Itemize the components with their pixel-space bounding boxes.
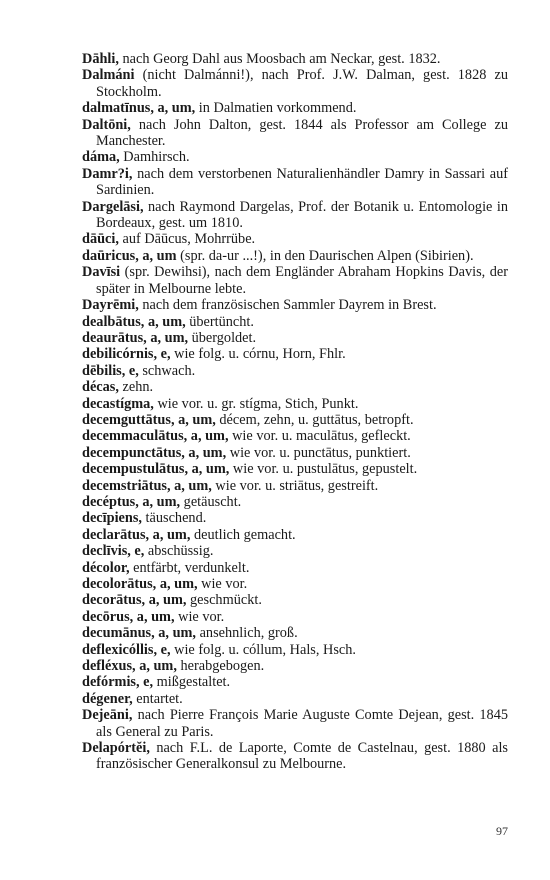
entry-headword: decumānus, a, um, [82,625,196,642]
entry-definition: zehn. [118,379,154,396]
entry-headword: debilicórnis, e, [82,346,171,363]
entry-definition: nach Pierre François Marie Auguste Comte Dejean, gest. 1845 als General zu Paris. [96,707,508,740]
dictionary-entry [82,100,508,116]
entry-headword: Delapórtĕi, [82,740,150,757]
dictionary-entry [82,445,508,461]
entry-definition: auf Dāūcus, Mohrrübe. [118,231,256,248]
entry-headword: declarātus, a, um, [82,526,191,543]
entry-definition: wie vor. [197,576,248,592]
entry-definition: entfärbt, verdunkelt. [129,559,250,576]
entry-headword: Damr?i, [82,165,133,182]
dictionary-entry [82,264,508,297]
dictionary-entry [82,625,508,641]
dictionary-entry [82,560,508,576]
entry-definition: wie vor. u. striātus, gestreift. [211,477,379,494]
entry-headword: Dargelāsi, [82,198,144,215]
entry-headword: decīpiens, [82,510,142,527]
entry-definition: décem, zehn, u. guttātus, betropft. [215,411,414,428]
entry-definition: nach John Dalton, gest. 1844 als Professor am College zu Manchester. [96,116,508,150]
dictionary-entry [82,674,508,690]
dictionary-entry [82,51,508,67]
entry-list [82,51,508,773]
entry-headword: Dejeāni, [82,707,133,724]
entry-headword: dāūci, [82,231,119,248]
entry-headword: décolor, [82,559,130,576]
dictionary-entry [82,543,508,559]
dictionary-entry [82,412,508,428]
dictionary-entry [82,67,508,100]
dictionary-entry [82,658,508,674]
entry-headword: deaurātus, a, um, [82,329,189,346]
entry-headword: defléxus, a, um, [82,658,177,675]
entry-headword: Daltōni, [82,116,131,133]
entry-definition: (spr. da-ur ...!), in den Daurischen Alpen (Sibirien). [176,247,474,264]
entry-headword: Dayrēmi, [82,297,139,314]
dictionary-entry [82,117,508,150]
entry-definition: herabgebogen. [176,658,265,675]
dictionary-entry [82,740,508,773]
dictionary-entry [82,199,508,232]
dictionary-entry [82,314,508,330]
entry-definition: geschmückt. [186,592,262,609]
entry-definition: wie vor. u. punctātus, punktiert. [226,444,411,461]
entry-headword: dalmatīnus, a, um, [82,100,196,117]
entry-definition: täuschend. [141,510,207,527]
entry-definition: wie vor. u. maculātus, gefleckt. [228,428,411,445]
entry-headword: dégener, [82,690,133,707]
dictionary-entry [82,609,508,625]
entry-headword: decempunctātus, a, um, [82,444,227,461]
entry-headword: dealbātus, a, um, [82,313,186,330]
entry-definition: schwach. [138,362,196,379]
entry-definition: deutlich gemacht. [190,526,296,543]
entry-headword: Dāhli, [82,51,119,67]
entry-headword: decemguttātus, a, um, [82,411,216,428]
dictionary-entry [82,346,508,362]
entry-definition: wie vor. [174,608,225,625]
entry-definition: entartet. [132,690,183,707]
entry-headword: decéptus, a, um, [82,493,181,510]
dictionary-entry [82,428,508,444]
dictionary-entry [82,379,508,395]
dictionary-entry [82,248,508,264]
dictionary-entry [82,576,508,592]
entry-headword: decempustulātus, a, um, [82,461,230,478]
dictionary-entry [82,642,508,658]
entry-definition: wie vor. u. pustulātus, gepustelt. [229,461,418,478]
dictionary-entry [82,363,508,379]
entry-headword: decemmaculātus, a, um, [82,428,229,445]
dictionary-entry [82,231,508,247]
entry-definition: ansehnlich, groß. [196,625,298,642]
entry-definition: nach dem verstorbenen Naturalienhändler Damry in Sassari auf Sardinien. [96,165,508,199]
entry-definition: getäuscht. [180,493,242,510]
entry-definition: abschüssig. [144,543,214,560]
entry-definition: wie folg. u. cóllum, Hals, Hsch. [170,641,356,658]
dictionary-entry [82,691,508,707]
entry-definition: (nicht Dalmánni!), nach Prof. J.W. Dalman, gest. 1828 zu Stockholm. [96,67,508,100]
dictionary-entry [82,297,508,313]
entry-headword: decolorātus, a, um, [82,576,198,592]
entry-headword: dēbilis, e, [82,362,139,379]
entry-definition: mißgestaltet. [153,674,231,691]
dictionary-entry [82,461,508,477]
dictionary-entry [82,149,508,165]
dictionary-entry [82,527,508,543]
dictionary-entry [82,330,508,346]
entry-headword: decorātus, a, um, [82,592,187,609]
entry-headword: Davīsi [82,264,121,281]
entry-definition: wie vor. u. gr. stígma, Stich, Punkt. [153,395,359,412]
dictionary-entry [82,396,508,412]
entry-definition: übergoldet. [188,329,257,346]
dictionary-entry [82,510,508,526]
entry-headword: declīvis, e, [82,543,145,560]
entry-definition: übertüncht. [185,313,254,330]
dictionary-entry [82,494,508,510]
dictionary-entry [82,592,508,608]
entry-definition: nach Georg Dahl aus Moosbach am Neckar, gest. 1832. [118,51,441,67]
entry-headword: defórmis, e, [82,674,154,691]
entry-definition: nach dem französischen Sammler Dayrem in Brest. [138,297,437,314]
entry-definition: in Dalmatien vorkommend. [195,100,357,117]
entry-definition: Damhirsch. [119,149,190,166]
entry-definition: wie folg. u. córnu, Horn, Fhlr. [170,346,346,363]
entry-definition: nach F.L. de Laporte, Comte de Castelnau, gest. 1880 als französischer Generalkonsul zu Melbourne. [96,740,508,773]
entry-definition: nach Raymond Dargelas, Prof. der Botanik u. Entomologie in Bordeaux, gest. um 1810. [96,198,508,232]
entry-headword: decemstriātus, a, um, [82,477,212,494]
entry-headword: decōrus, a, um, [82,608,175,625]
entry-headword: deflexicóllis, e, [82,641,171,658]
entry-headword: décas, [82,379,119,396]
dictionary-entry [82,707,508,740]
entry-headword: dáma, [82,149,120,166]
entry-headword: decastígma, [82,395,154,412]
entry-headword: Dalmáni [82,67,135,84]
entry-definition: (spr. Dewihsi), nach dem Engländer Abraham Hopkins Davis, der später in Melbourne lebte. [96,264,508,297]
dictionary-entry [82,166,508,199]
dictionary-entry [82,478,508,494]
entry-headword: daūricus, a, um [82,247,177,264]
page-number: 97 [496,824,508,838]
